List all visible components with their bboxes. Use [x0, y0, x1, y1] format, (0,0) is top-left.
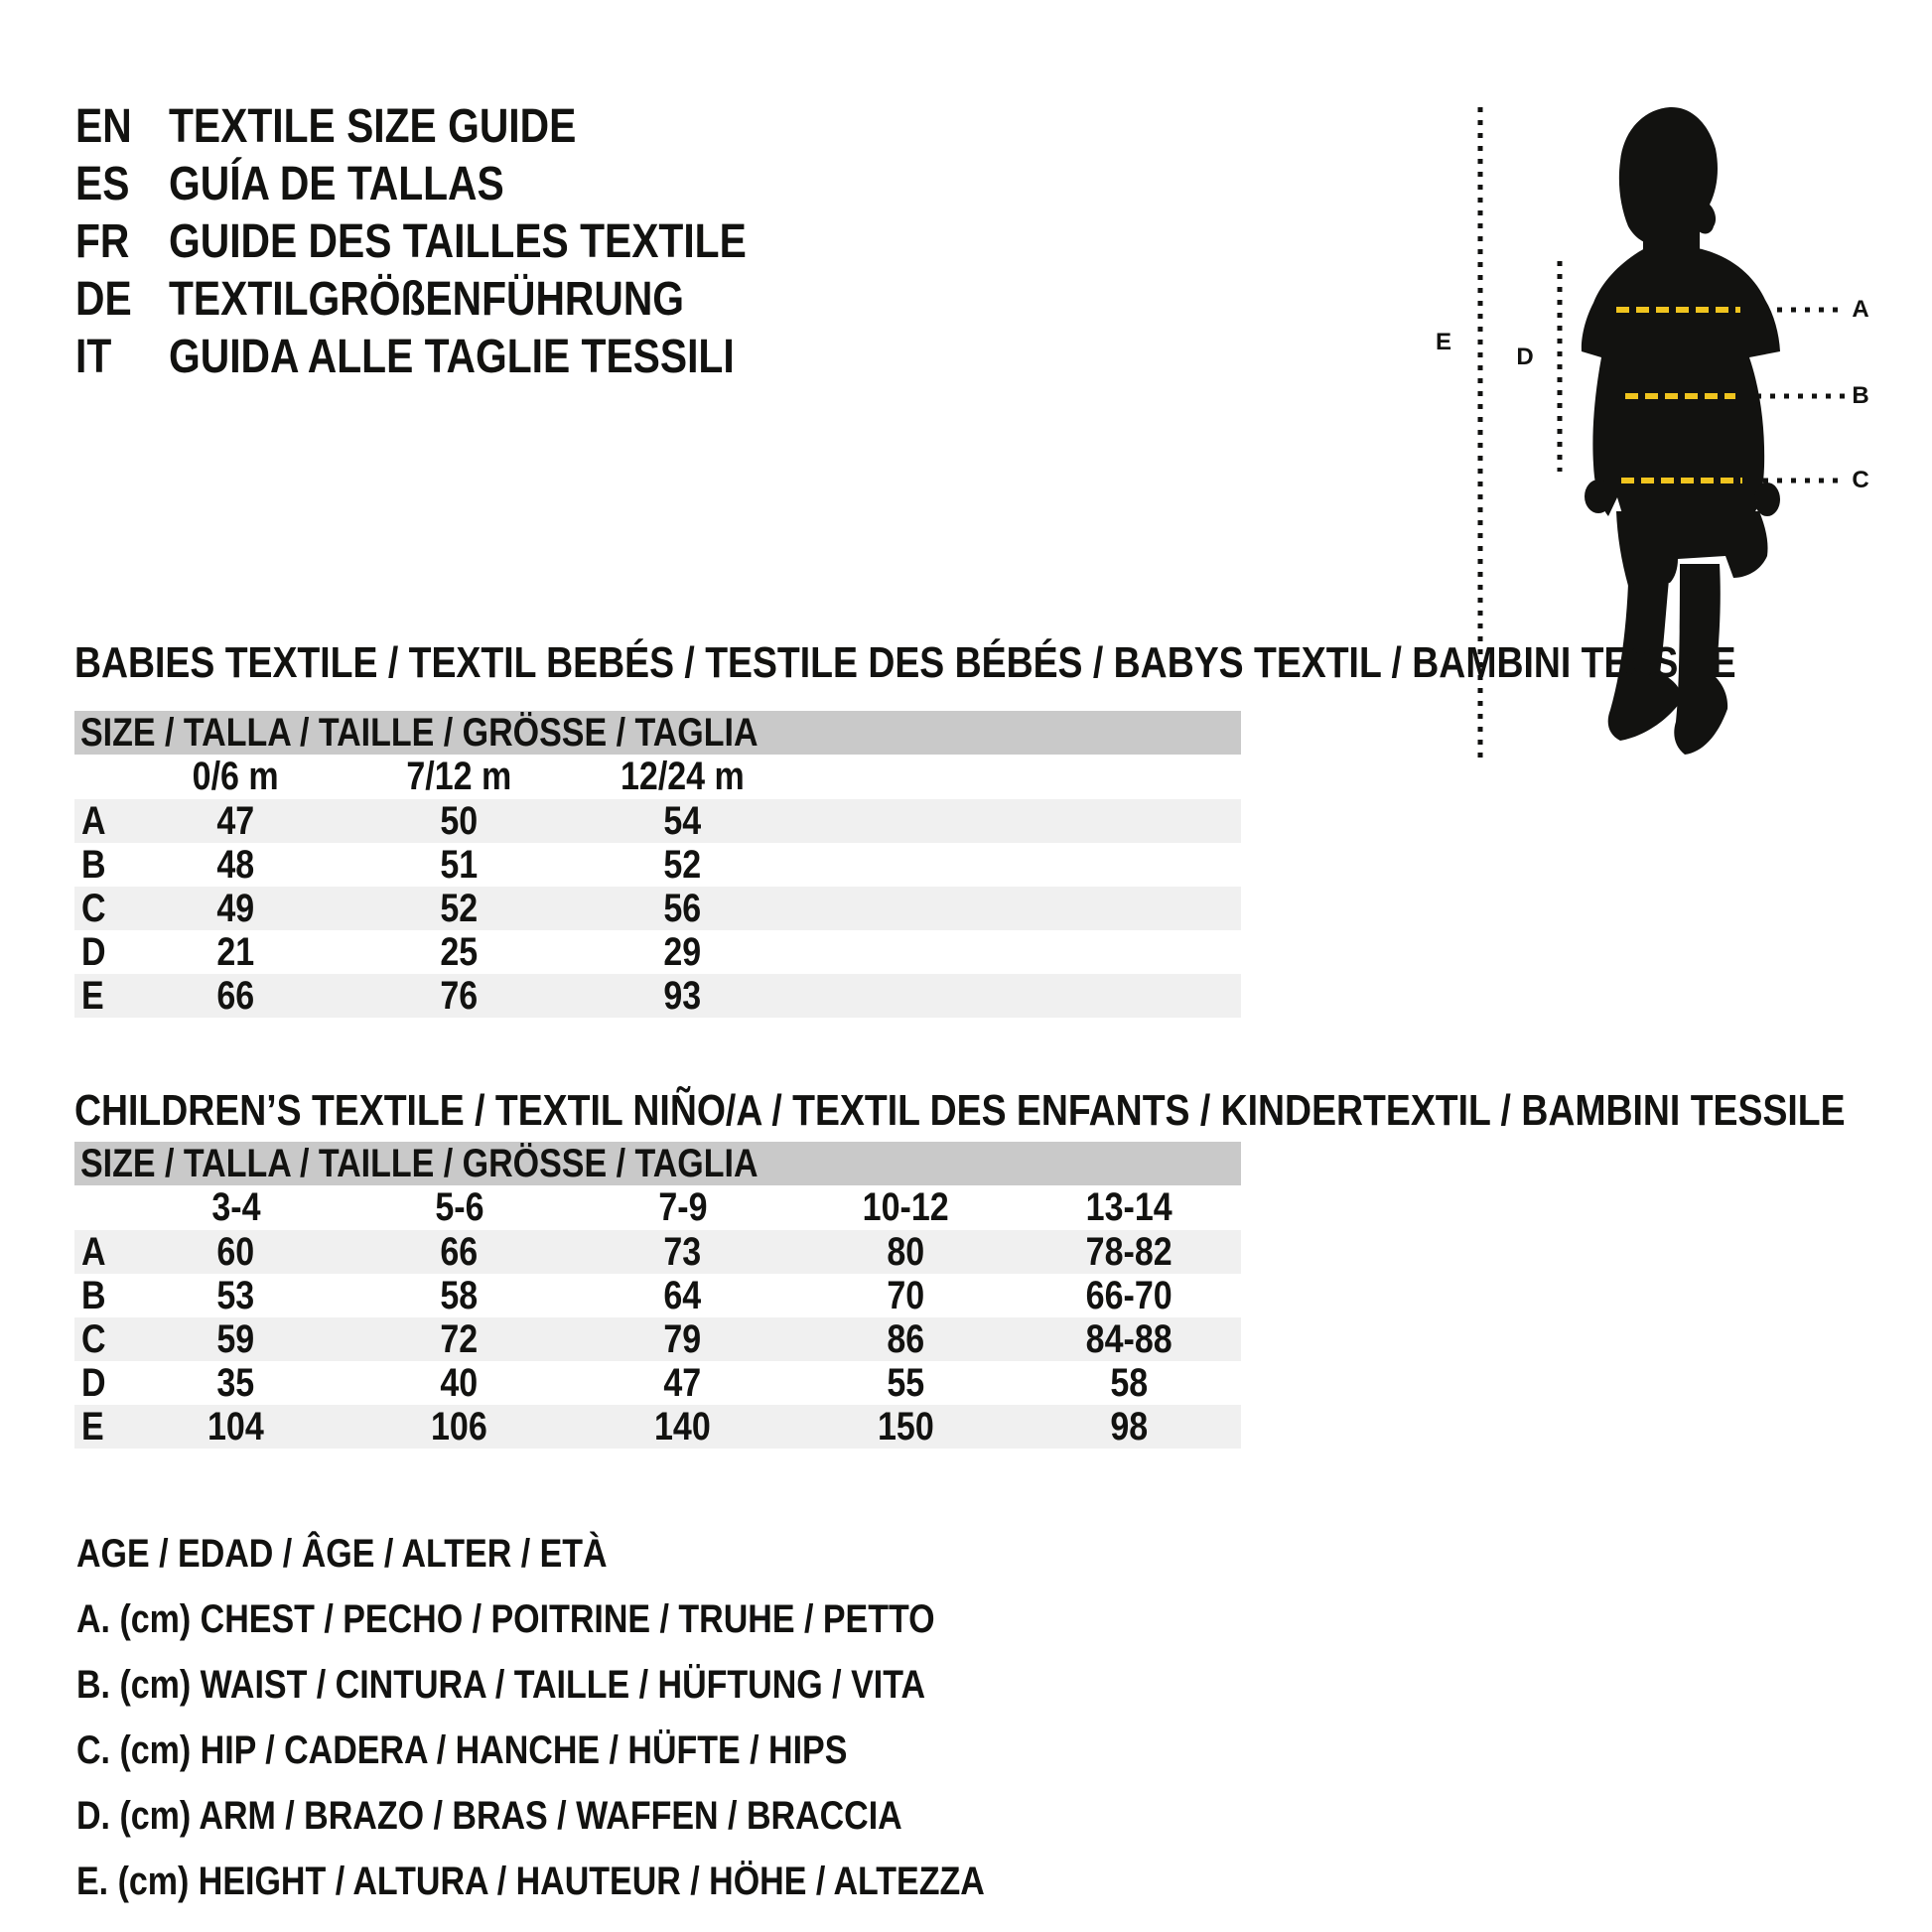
cell: 48 [216, 843, 255, 887]
cell: 49 [216, 887, 255, 930]
cell [794, 930, 1018, 974]
language-title: TEXTILGRÖßENFÜHRUNG [169, 273, 685, 326]
cell: 54 [663, 799, 702, 843]
cell: 79 [663, 1317, 702, 1361]
cell: 56 [663, 887, 702, 930]
row-label: B [81, 1274, 106, 1317]
cell: 66 [440, 1230, 479, 1274]
measure-label-e: E [1435, 329, 1452, 355]
table-row [74, 1230, 1241, 1274]
babies-size-table [74, 711, 1241, 1018]
cell: 58 [440, 1274, 479, 1317]
table-row [74, 930, 1241, 974]
cell: 52 [663, 843, 702, 887]
measure-label-d: D [1516, 344, 1534, 370]
cell: 66-70 [1086, 1274, 1173, 1317]
legend-line-hip: C. (cm) HIP / CADERA / HANCHE / HÜFTE / HIPS [76, 1728, 848, 1772]
column-header: 7-9 [657, 1185, 708, 1229]
cell: 58 [1110, 1361, 1149, 1405]
row-label: C [81, 1317, 106, 1361]
children-size-header-bar: SIZE / TALLA / TAILLE / GRÖSSE / TAGLIA [74, 1142, 1241, 1185]
language-row [75, 271, 849, 329]
cell: 50 [440, 799, 479, 843]
column-header [794, 755, 1018, 799]
cell [1018, 974, 1241, 1018]
language-title: TEXTILE SIZE GUIDE [169, 100, 577, 153]
column-header: 12/24 m [621, 755, 745, 798]
cell: 86 [887, 1317, 925, 1361]
cell: 21 [216, 930, 255, 974]
table-row [74, 799, 1241, 843]
cell: 51 [440, 843, 479, 887]
cell [1018, 799, 1241, 843]
cell [794, 887, 1018, 930]
cell: 66 [216, 974, 255, 1018]
cell [1018, 843, 1241, 887]
row-label: A [81, 1230, 106, 1274]
cell: 52 [440, 887, 479, 930]
language-code: FR [75, 215, 130, 268]
table-row [74, 974, 1241, 1018]
cell: 59 [216, 1317, 255, 1361]
row-label: D [81, 1361, 106, 1405]
column-header: 10-12 [863, 1185, 949, 1229]
children-section-title: CHILDREN’S TEXTILE / TEXTIL NIÑO/A / TEXTIL DES ENFANTS / KINDERTEXTIL / BAMBINI TESSILE [74, 1086, 1846, 1135]
legend-line-chest: A. (cm) CHEST / PECHO / POITRINE / TRUHE / PETTO [76, 1597, 935, 1641]
children-size-table [74, 1142, 1241, 1449]
cell: 106 [431, 1405, 487, 1449]
cell: 40 [440, 1361, 479, 1405]
row-label: B [81, 843, 106, 887]
language-code: IT [75, 331, 112, 383]
babies-section-title: BABIES TEXTILE / TEXTIL BEBÉS / TESTILE DES BÉBÉS / BABYS TEXTIL / BAMBINI TESSILE [74, 638, 1736, 687]
language-row [75, 329, 849, 386]
language-title: GUIDA ALLE TAGLIE TESSILI [169, 331, 735, 383]
measure-label-a: A [1852, 296, 1869, 323]
row-label: E [81, 974, 104, 1018]
measurement-legend [76, 1521, 1145, 1914]
legend-line-height: E. (cm) HEIGHT / ALTURA / HAUTEUR / HÖHE / ALTEZZA [76, 1860, 985, 1903]
measure-label-b: B [1852, 382, 1869, 409]
cell: 80 [887, 1230, 925, 1274]
cell [1018, 887, 1241, 930]
cell: 64 [663, 1274, 702, 1317]
column-header: 13-14 [1086, 1185, 1173, 1229]
cell: 25 [440, 930, 479, 974]
table-row [74, 843, 1241, 887]
table-row [74, 1317, 1241, 1361]
cell: 84-88 [1086, 1317, 1173, 1361]
legend-line-waist: B. (cm) WAIST / CINTURA / TAILLE / HÜFTUNG / VITA [76, 1663, 926, 1707]
cell: 72 [440, 1317, 479, 1361]
legend-line-arm: D. (cm) ARM / BRAZO / BRAS / WAFFEN / BRACCIA [76, 1794, 902, 1838]
column-header [1018, 755, 1241, 799]
legend-line-age: AGE / EDAD / ÂGE / ALTER / ETÀ [76, 1532, 608, 1576]
table-row [74, 887, 1241, 930]
language-title: GUÍA DE TALLAS [169, 158, 504, 210]
language-title: GUIDE DES TAILLES TEXTILE [169, 215, 747, 268]
column-header: 0/6 m [193, 755, 279, 798]
language-row [75, 156, 849, 213]
children-column-header-row [74, 1185, 1241, 1230]
language-code: DE [75, 273, 132, 326]
cell: 73 [663, 1230, 702, 1274]
cell: 29 [663, 930, 702, 974]
cell: 47 [216, 799, 255, 843]
cell: 93 [663, 974, 702, 1018]
babies-size-header-bar: SIZE / TALLA / TAILLE / GRÖSSE / TAGLIA [74, 711, 1241, 755]
cell: 104 [207, 1405, 264, 1449]
cell: 35 [216, 1361, 255, 1405]
cell: 78-82 [1086, 1230, 1173, 1274]
cell: 140 [654, 1405, 711, 1449]
language-row [75, 98, 849, 156]
cell [794, 974, 1018, 1018]
table-row [74, 1361, 1241, 1405]
cell: 70 [887, 1274, 925, 1317]
row-label: D [81, 930, 106, 974]
language-row [75, 213, 849, 271]
row-label: C [81, 887, 106, 930]
column-header: 5-6 [434, 1185, 484, 1229]
cell: 60 [216, 1230, 255, 1274]
cell [794, 843, 1018, 887]
measure-label-c: C [1852, 467, 1869, 493]
table-row [74, 1274, 1241, 1317]
language-title-block [75, 98, 849, 386]
row-label: E [81, 1405, 104, 1449]
table-row [74, 1405, 1241, 1449]
cell: 76 [440, 974, 479, 1018]
column-header: 3-4 [210, 1185, 261, 1229]
cell: 47 [663, 1361, 702, 1405]
cell: 53 [216, 1274, 255, 1317]
cell [794, 799, 1018, 843]
babies-column-header-row [74, 755, 1241, 799]
language-code: ES [75, 158, 130, 210]
column-header: 7/12 m [406, 755, 512, 798]
cell: 55 [887, 1361, 925, 1405]
language-code: EN [75, 100, 132, 153]
cell: 150 [878, 1405, 934, 1449]
row-label: A [81, 799, 106, 843]
cell: 98 [1110, 1405, 1149, 1449]
cell [1018, 930, 1241, 974]
